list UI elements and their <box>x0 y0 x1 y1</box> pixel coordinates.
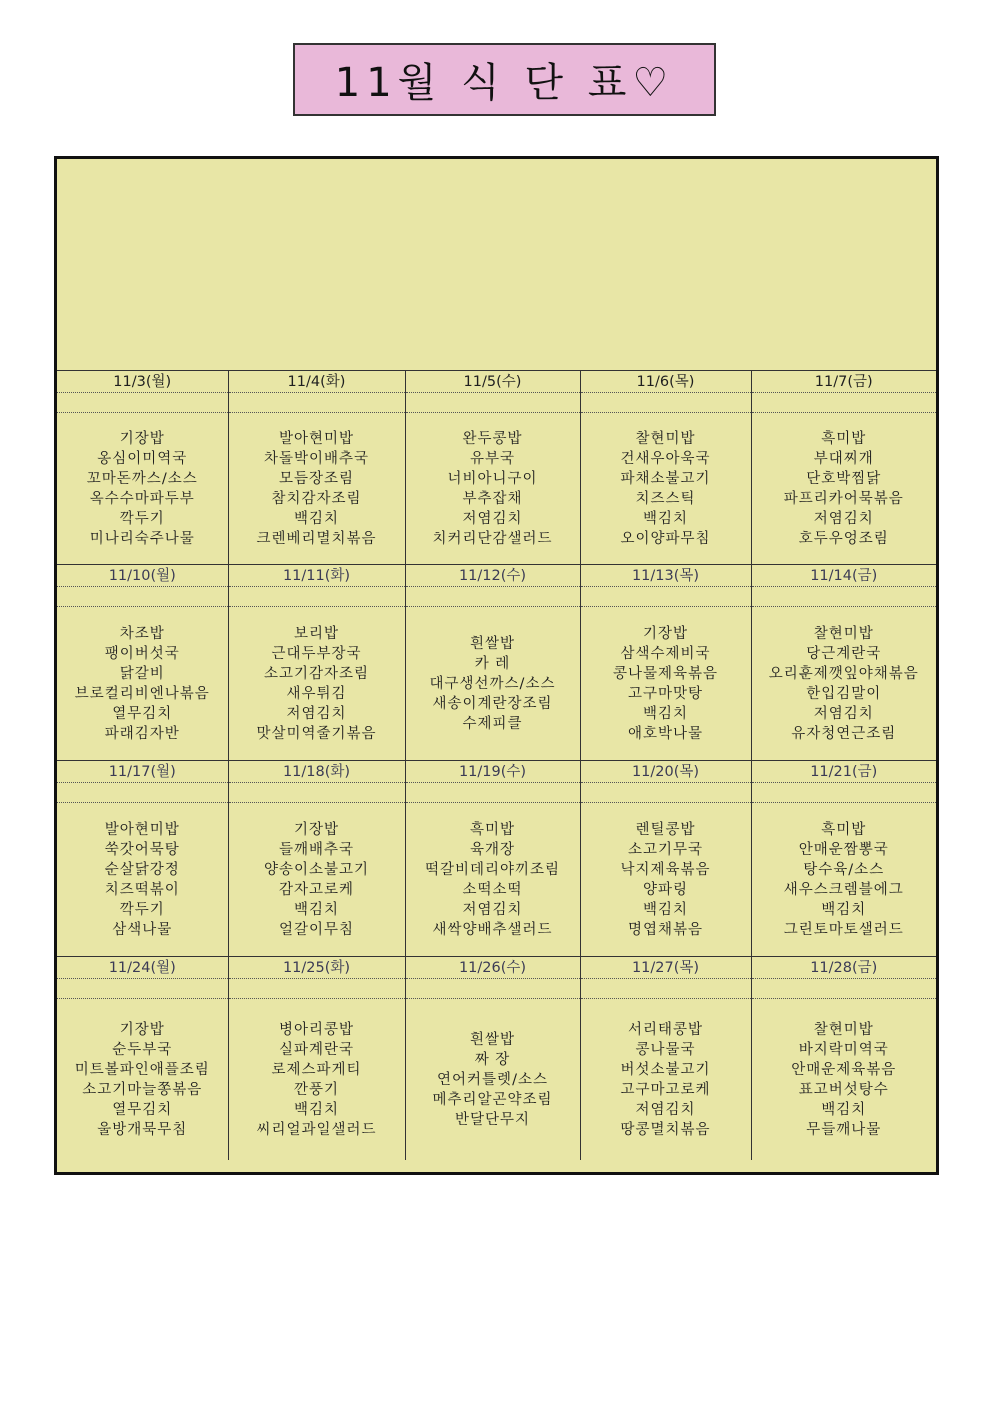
menu-item: 애호박나물 <box>627 725 704 742</box>
blank-cell <box>580 393 751 413</box>
menu-item: 새싹양배추샐러드 <box>432 921 553 938</box>
blank-cell <box>57 393 228 413</box>
menu-item: 치커리단감샐러드 <box>432 530 553 547</box>
menu-item: 치즈스틱 <box>635 490 696 507</box>
menu-item: 차조밥 <box>119 625 165 642</box>
menu-item: 기장밥 <box>119 1021 165 1038</box>
menu-item: 저염김치 <box>813 510 874 527</box>
menu-item: 차돌박이배추국 <box>263 450 370 467</box>
day-menu-cell <box>228 803 405 957</box>
menu-item: 양파링 <box>642 881 689 898</box>
menu-item: 백김치 <box>642 705 689 722</box>
menu-item: 오이양파무침 <box>620 530 711 547</box>
day-date: 11/7(금) <box>751 371 936 393</box>
menu-item: 닭갈비 <box>119 665 165 682</box>
menu-item: 떡갈비데리야끼조림 <box>424 861 561 878</box>
menu-item: 발아현미밥 <box>278 430 355 447</box>
menu-item: 백김치 <box>293 1101 340 1118</box>
menu-item: 연어커틀렛/소스 <box>437 1071 548 1088</box>
blank-cell <box>405 783 580 803</box>
day-date: 11/20(목) <box>580 761 751 783</box>
food-row <box>57 999 936 1161</box>
menu-item: 안매운제육볶음 <box>791 1061 897 1078</box>
menu-item: 흑미밥 <box>821 430 867 447</box>
blank-cell <box>405 393 580 413</box>
menu-item: 흑미밥 <box>469 821 516 838</box>
menu-item: 파프리카어묵볶음 <box>783 490 904 507</box>
menu-item: 얼갈이무침 <box>278 921 355 938</box>
menu-item: 로제스파게티 <box>271 1061 362 1078</box>
blank-row <box>57 393 936 413</box>
menu-item: 너비아니구이 <box>447 470 538 487</box>
menu-item: 소고기마늘쫑볶음 <box>82 1081 203 1098</box>
menu-item: 고구마맛탕 <box>627 685 704 702</box>
blank-cell <box>580 783 751 803</box>
menu-item: 미나리숙주나물 <box>89 530 195 547</box>
menu-item: 오리훈제깻잎야채볶음 <box>768 665 919 682</box>
day-menu-cell <box>57 607 228 761</box>
menu-item: 콩나물국 <box>635 1041 696 1058</box>
menu-item: 들깨배추국 <box>278 841 355 858</box>
menu-item: 맛살미역줄기볶음 <box>256 725 377 742</box>
menu-item: 부추잡채 <box>462 490 523 507</box>
day-date: 11/19(수) <box>405 761 580 783</box>
day-menu-cell <box>405 607 580 761</box>
blank-cell <box>57 587 228 607</box>
menu-item: 찰현미밥 <box>635 430 696 447</box>
blank-cell <box>228 979 405 999</box>
blank-cell <box>751 783 936 803</box>
menu-item: 단호박찜닭 <box>806 470 882 487</box>
menu-item: 건새우아욱국 <box>620 450 711 467</box>
blank-cell <box>580 979 751 999</box>
menu-item: 렌틸콩밥 <box>635 821 696 838</box>
menu-item: 버섯소불고기 <box>620 1061 711 1078</box>
menu-item: 순두부국 <box>112 1041 173 1058</box>
day-menu-cell <box>751 413 936 565</box>
menu-item: 안매운짬뽕국 <box>798 841 889 858</box>
day-date: 11/5(수) <box>405 371 580 393</box>
menu-item: 새우튀김 <box>286 685 347 702</box>
menu-item: 백김치 <box>642 901 689 918</box>
menu-item: 호두우엉조림 <box>798 530 889 547</box>
blank-cell <box>57 783 228 803</box>
day-date: 11/3(월) <box>57 371 228 393</box>
menu-item: 기장밥 <box>119 430 165 447</box>
menu-item: 짜 장 <box>474 1051 511 1068</box>
menu-item: 저염김치 <box>462 901 523 918</box>
day-menu-cell <box>751 607 936 761</box>
menu-item: 소고기무국 <box>627 841 704 858</box>
day-date: 11/21(금) <box>751 761 936 783</box>
blank-cell <box>751 979 936 999</box>
menu-item: 삼색나물 <box>112 921 173 938</box>
menu-item: 흰쌀밥 <box>469 1031 516 1048</box>
menu-item: 보리밥 <box>293 625 340 642</box>
menu-item: 옹심이미역국 <box>97 450 188 467</box>
menu-item: 표고버섯탕수 <box>798 1081 889 1098</box>
menu-sheet <box>54 156 939 1175</box>
blank-cell <box>228 587 405 607</box>
day-date: 11/14(금) <box>751 565 936 587</box>
menu-item: 저염김치 <box>286 705 347 722</box>
day-date: 11/26(수) <box>405 957 580 979</box>
date-row <box>57 565 936 587</box>
blank-cell <box>405 979 580 999</box>
menu-item: 근대두부장국 <box>271 645 362 662</box>
menu-item: 새송이계란장조림 <box>432 695 553 712</box>
menu-item: 육개장 <box>469 841 516 858</box>
menu-table <box>57 370 936 1160</box>
day-menu-cell <box>228 413 405 565</box>
day-date: 11/17(월) <box>57 761 228 783</box>
menu-item: 서리태콩밥 <box>627 1021 704 1038</box>
menu-item: 발아현미밥 <box>104 821 180 838</box>
menu-item: 깍두기 <box>119 901 165 918</box>
menu-item: 새우스크렘블에그 <box>783 881 904 898</box>
blank-cell <box>751 393 936 413</box>
menu-item: 대구생선까스/소스 <box>429 675 556 692</box>
menu-item: 당근계란국 <box>806 645 882 662</box>
menu-item: 수제피클 <box>462 715 523 732</box>
menu-item: 소떡소떡 <box>462 881 523 898</box>
menu-item: 옥수수마파두부 <box>89 490 195 507</box>
menu-item: 한입김말이 <box>806 685 882 702</box>
menu-item: 열무김치 <box>112 1101 173 1118</box>
blank-cell <box>228 393 405 413</box>
blank-cell <box>580 587 751 607</box>
menu-item: 저염김치 <box>635 1101 696 1118</box>
day-menu-cell <box>228 607 405 761</box>
page-title: 11월 식 단 표♡ <box>293 43 716 116</box>
menu-item: 찰현미밥 <box>813 1021 874 1038</box>
menu-item: 모듬장조림 <box>278 470 355 487</box>
food-row <box>57 413 936 565</box>
day-menu-cell <box>57 803 228 957</box>
menu-item: 순살닭강정 <box>104 861 180 878</box>
day-menu-cell <box>405 999 580 1161</box>
day-menu-cell <box>580 999 751 1161</box>
menu-item: 백김치 <box>821 1101 867 1118</box>
food-row <box>57 607 936 761</box>
menu-item: 치즈떡볶이 <box>104 881 180 898</box>
blank-cell <box>57 979 228 999</box>
menu-item: 씨리얼과일샐러드 <box>256 1121 377 1138</box>
day-date: 11/25(화) <box>228 957 405 979</box>
menu-item: 소고기감자조림 <box>263 665 370 682</box>
day-menu-cell <box>57 999 228 1161</box>
menu-item: 땅콩멸치볶음 <box>620 1121 711 1138</box>
menu-item: 명엽채볶음 <box>627 921 704 938</box>
menu-item: 백김치 <box>293 510 340 527</box>
menu-item: 낙지제육볶음 <box>620 861 711 878</box>
menu-item: 크렌베리멸치볶음 <box>256 530 377 547</box>
menu-item: 저염김치 <box>813 705 874 722</box>
menu-item: 깍두기 <box>119 510 165 527</box>
day-date: 11/24(월) <box>57 957 228 979</box>
day-date: 11/13(목) <box>580 565 751 587</box>
day-menu-cell <box>580 413 751 565</box>
menu-item: 카 레 <box>474 655 511 672</box>
day-date: 11/4(화) <box>228 371 405 393</box>
blank-row <box>57 783 936 803</box>
day-menu-cell <box>580 607 751 761</box>
menu-item: 울방개묵무침 <box>97 1121 188 1138</box>
menu-item: 무들깨나물 <box>806 1121 882 1138</box>
menu-item: 바지락미역국 <box>798 1041 889 1058</box>
blank-row <box>57 979 936 999</box>
day-menu-cell <box>580 803 751 957</box>
menu-item: 감자고로케 <box>278 881 355 898</box>
menu-item: 백김치 <box>821 901 867 918</box>
menu-item: 양송이소불고기 <box>263 861 370 878</box>
date-row <box>57 761 936 783</box>
menu-item: 백김치 <box>293 901 340 918</box>
menu-item: 저염김치 <box>462 510 523 527</box>
menu-item: 고구마고로케 <box>620 1081 711 1098</box>
date-row <box>57 957 936 979</box>
day-date: 11/10(월) <box>57 565 228 587</box>
day-date: 11/11(화) <box>228 565 405 587</box>
menu-item: 그린토마토샐러드 <box>783 921 904 938</box>
menu-item: 열무김치 <box>112 705 173 722</box>
menu-item: 파채소불고기 <box>620 470 711 487</box>
day-menu-cell <box>405 803 580 957</box>
blank-cell <box>228 783 405 803</box>
blank-cell <box>751 587 936 607</box>
day-date: 11/18(화) <box>228 761 405 783</box>
blank-row <box>57 587 936 607</box>
menu-item: 흑미밥 <box>821 821 867 838</box>
menu-item: 탕수육/소스 <box>803 861 885 878</box>
menu-item: 깐풍기 <box>293 1081 340 1098</box>
menu-item: 삼색수제비국 <box>620 645 711 662</box>
day-date: 11/6(목) <box>580 371 751 393</box>
menu-item: 유자청연근조림 <box>791 725 897 742</box>
blank-header-area <box>57 159 936 370</box>
day-date: 11/12(수) <box>405 565 580 587</box>
menu-item: 백김치 <box>642 510 689 527</box>
day-date: 11/27(목) <box>580 957 751 979</box>
menu-item: 실파계란국 <box>278 1041 355 1058</box>
day-menu-cell <box>228 999 405 1161</box>
day-menu-cell <box>751 803 936 957</box>
menu-item: 기장밥 <box>642 625 689 642</box>
food-row <box>57 803 936 957</box>
date-row <box>57 371 936 393</box>
menu-item: 반달단무지 <box>454 1111 531 1128</box>
menu-item: 미트볼파인애플조림 <box>74 1061 210 1078</box>
menu-item: 참치감자조림 <box>271 490 362 507</box>
menu-item: 흰쌀밥 <box>469 635 516 652</box>
menu-item: 완두콩밥 <box>462 430 523 447</box>
day-menu-cell <box>751 999 936 1161</box>
menu-item: 콩나물제육볶음 <box>612 665 719 682</box>
menu-item: 부대찌개 <box>813 450 874 467</box>
menu-item: 쑥갓어묵탕 <box>104 841 180 858</box>
day-menu-cell <box>405 413 580 565</box>
menu-item: 꼬마돈까스/소스 <box>86 470 198 487</box>
menu-item: 팽이버섯국 <box>104 645 180 662</box>
menu-item: 병아리콩밥 <box>278 1021 355 1038</box>
menu-item: 찰현미밥 <box>813 625 874 642</box>
menu-item: 브로컬리비엔나볶음 <box>74 685 210 702</box>
menu-item: 메추리알곤약조림 <box>432 1091 553 1108</box>
menu-item: 기장밥 <box>293 821 340 838</box>
menu-item: 파래김자반 <box>104 725 180 742</box>
blank-cell <box>405 587 580 607</box>
day-menu-cell <box>57 413 228 565</box>
menu-item: 유부국 <box>469 450 516 467</box>
day-date: 11/28(금) <box>751 957 936 979</box>
